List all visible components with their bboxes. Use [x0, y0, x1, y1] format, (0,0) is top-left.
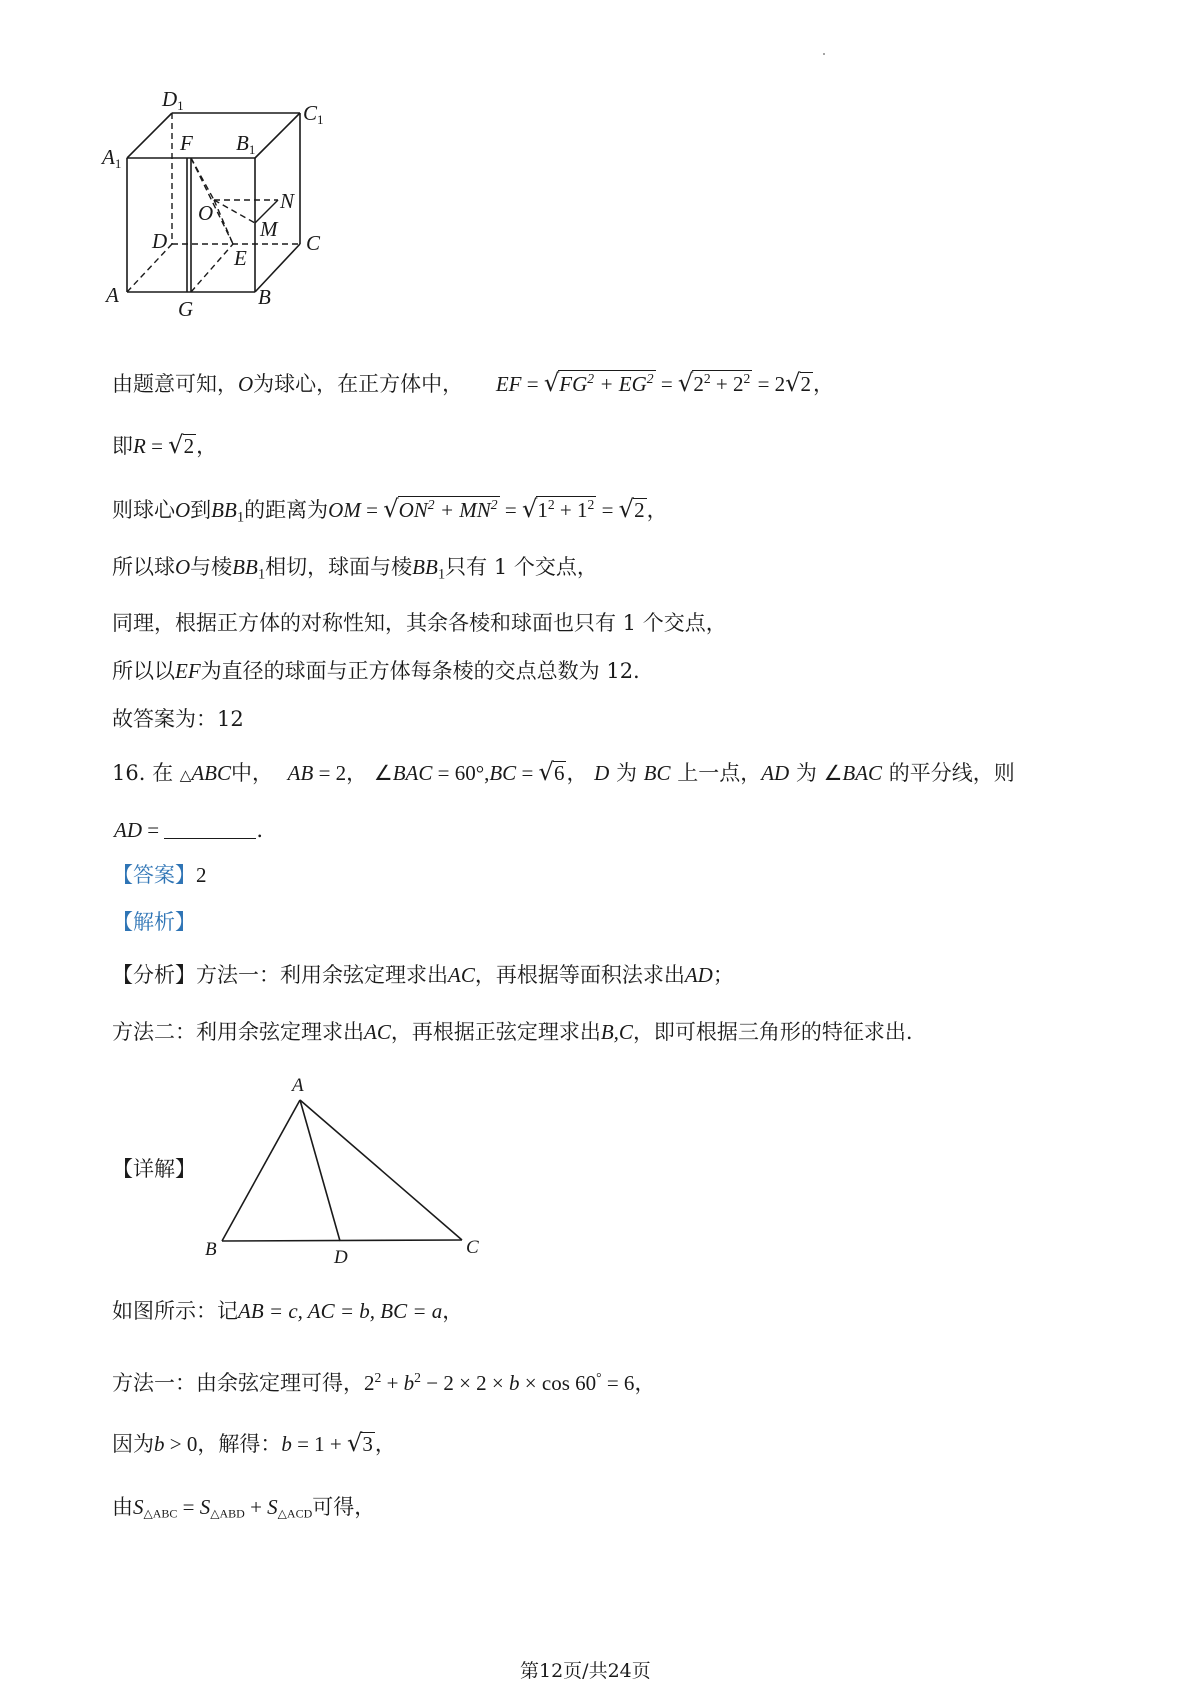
label-F: F — [180, 131, 193, 155]
sol15-line4: 所以球O与棱$BB_1$相切，球面与棱$BB_1$只有 1 个交点， — [112, 555, 598, 583]
label-O: O — [198, 201, 214, 225]
bisector-AD — [300, 1100, 340, 1241]
corner-dot — [822, 52, 826, 56]
label-A1: A1 — [102, 145, 122, 171]
label-B: B — [258, 285, 271, 309]
side-AB — [222, 1100, 300, 1241]
answer-line: 【答案】2 — [112, 863, 207, 887]
sol16-line2: 方法一：由余弦定理可得，$2^2 + b^2 - 2 \times 2 \times b \times \cos 60^\circ = 6$， — [112, 1370, 656, 1396]
label-D1: D1 — [162, 88, 184, 113]
triangle-figure — [200, 1075, 490, 1265]
label-C1: C1 — [303, 101, 324, 127]
analysis-line: 【分析】方法一：利用余弦定理求出AC，再根据等面积法求出AD； — [112, 963, 734, 987]
edge-B1C1 — [255, 113, 300, 158]
label-C: C — [306, 231, 321, 255]
answer-tag: 【答案】 — [112, 863, 196, 887]
label-N: N — [280, 189, 295, 213]
edge-A1D1 — [127, 113, 172, 158]
sol16-line3: 因为b > 0，解得：b = 1 + √3， — [112, 1429, 396, 1457]
sol15-line6: 所以以EF为直径的球面与正方体每条棱的交点总数为 12. — [112, 659, 640, 683]
sol15-line3: 则球心O到$BB_1$的距离为OM = $√ON^2 + MN^2 = √1^2 + 1^2 = √2$， — [112, 495, 668, 526]
label-C: C — [466, 1237, 479, 1258]
sol16-line4: 由$S_{\triangle ABC} = S_{\triangle ABD} + S_{\triangle ACD}$可得， — [112, 1495, 376, 1521]
label-A: A — [106, 283, 119, 307]
label-M: M — [260, 217, 278, 241]
segment-OE — [214, 200, 233, 244]
detail-tag: 【详解】 — [112, 1157, 196, 1181]
method2-line: 方法二：利用余弦定理求出AC，再根据正弦定理求出B,C，即可根据三角形的特征求出. — [112, 1020, 913, 1044]
segment-OM — [214, 200, 255, 223]
side-BC — [222, 1240, 462, 1241]
sol16-line1: 如图所示：记AB = c, AC = b, BC = a， — [112, 1299, 464, 1323]
label-A: A — [292, 1075, 304, 1096]
sol15-answer: 故答案为：12 — [112, 707, 244, 731]
side-AC — [300, 1100, 462, 1240]
question-16-line2: AD = . — [114, 818, 264, 842]
sol15-line5: 同理，根据正方体的对称性知，其余各棱和球面也只有 1 个交点， — [112, 611, 727, 635]
label-D: D — [334, 1247, 348, 1265]
segment-FO — [191, 158, 214, 200]
label-B: B — [205, 1239, 217, 1260]
answer-blank[interactable] — [164, 820, 256, 839]
label-D: D — [152, 229, 168, 253]
cube-figure — [100, 88, 360, 338]
page-footer: 第12页/共24页 — [520, 1660, 651, 1682]
segment-GE — [191, 244, 233, 292]
analysis-tag: 【解析】 — [112, 910, 196, 934]
label-E: E — [234, 246, 247, 270]
question-16: 16. 在 △ABC中， AB = 2， ∠BAC = 60°,BC = √6， D 为 BC 上一点，AD 为 ∠BAC 的平分线，则 — [112, 758, 1015, 786]
sol15-line2: 即R = √2， — [112, 431, 218, 459]
label-B1: B1 — [236, 131, 256, 157]
sol15-line1: 由题意可知，O为球心，在正方体中， EF = $√FG^2 + EG^2 = √2^2 + 2^2 = 2√2$， — [112, 369, 835, 397]
label-G: G — [178, 297, 194, 321]
